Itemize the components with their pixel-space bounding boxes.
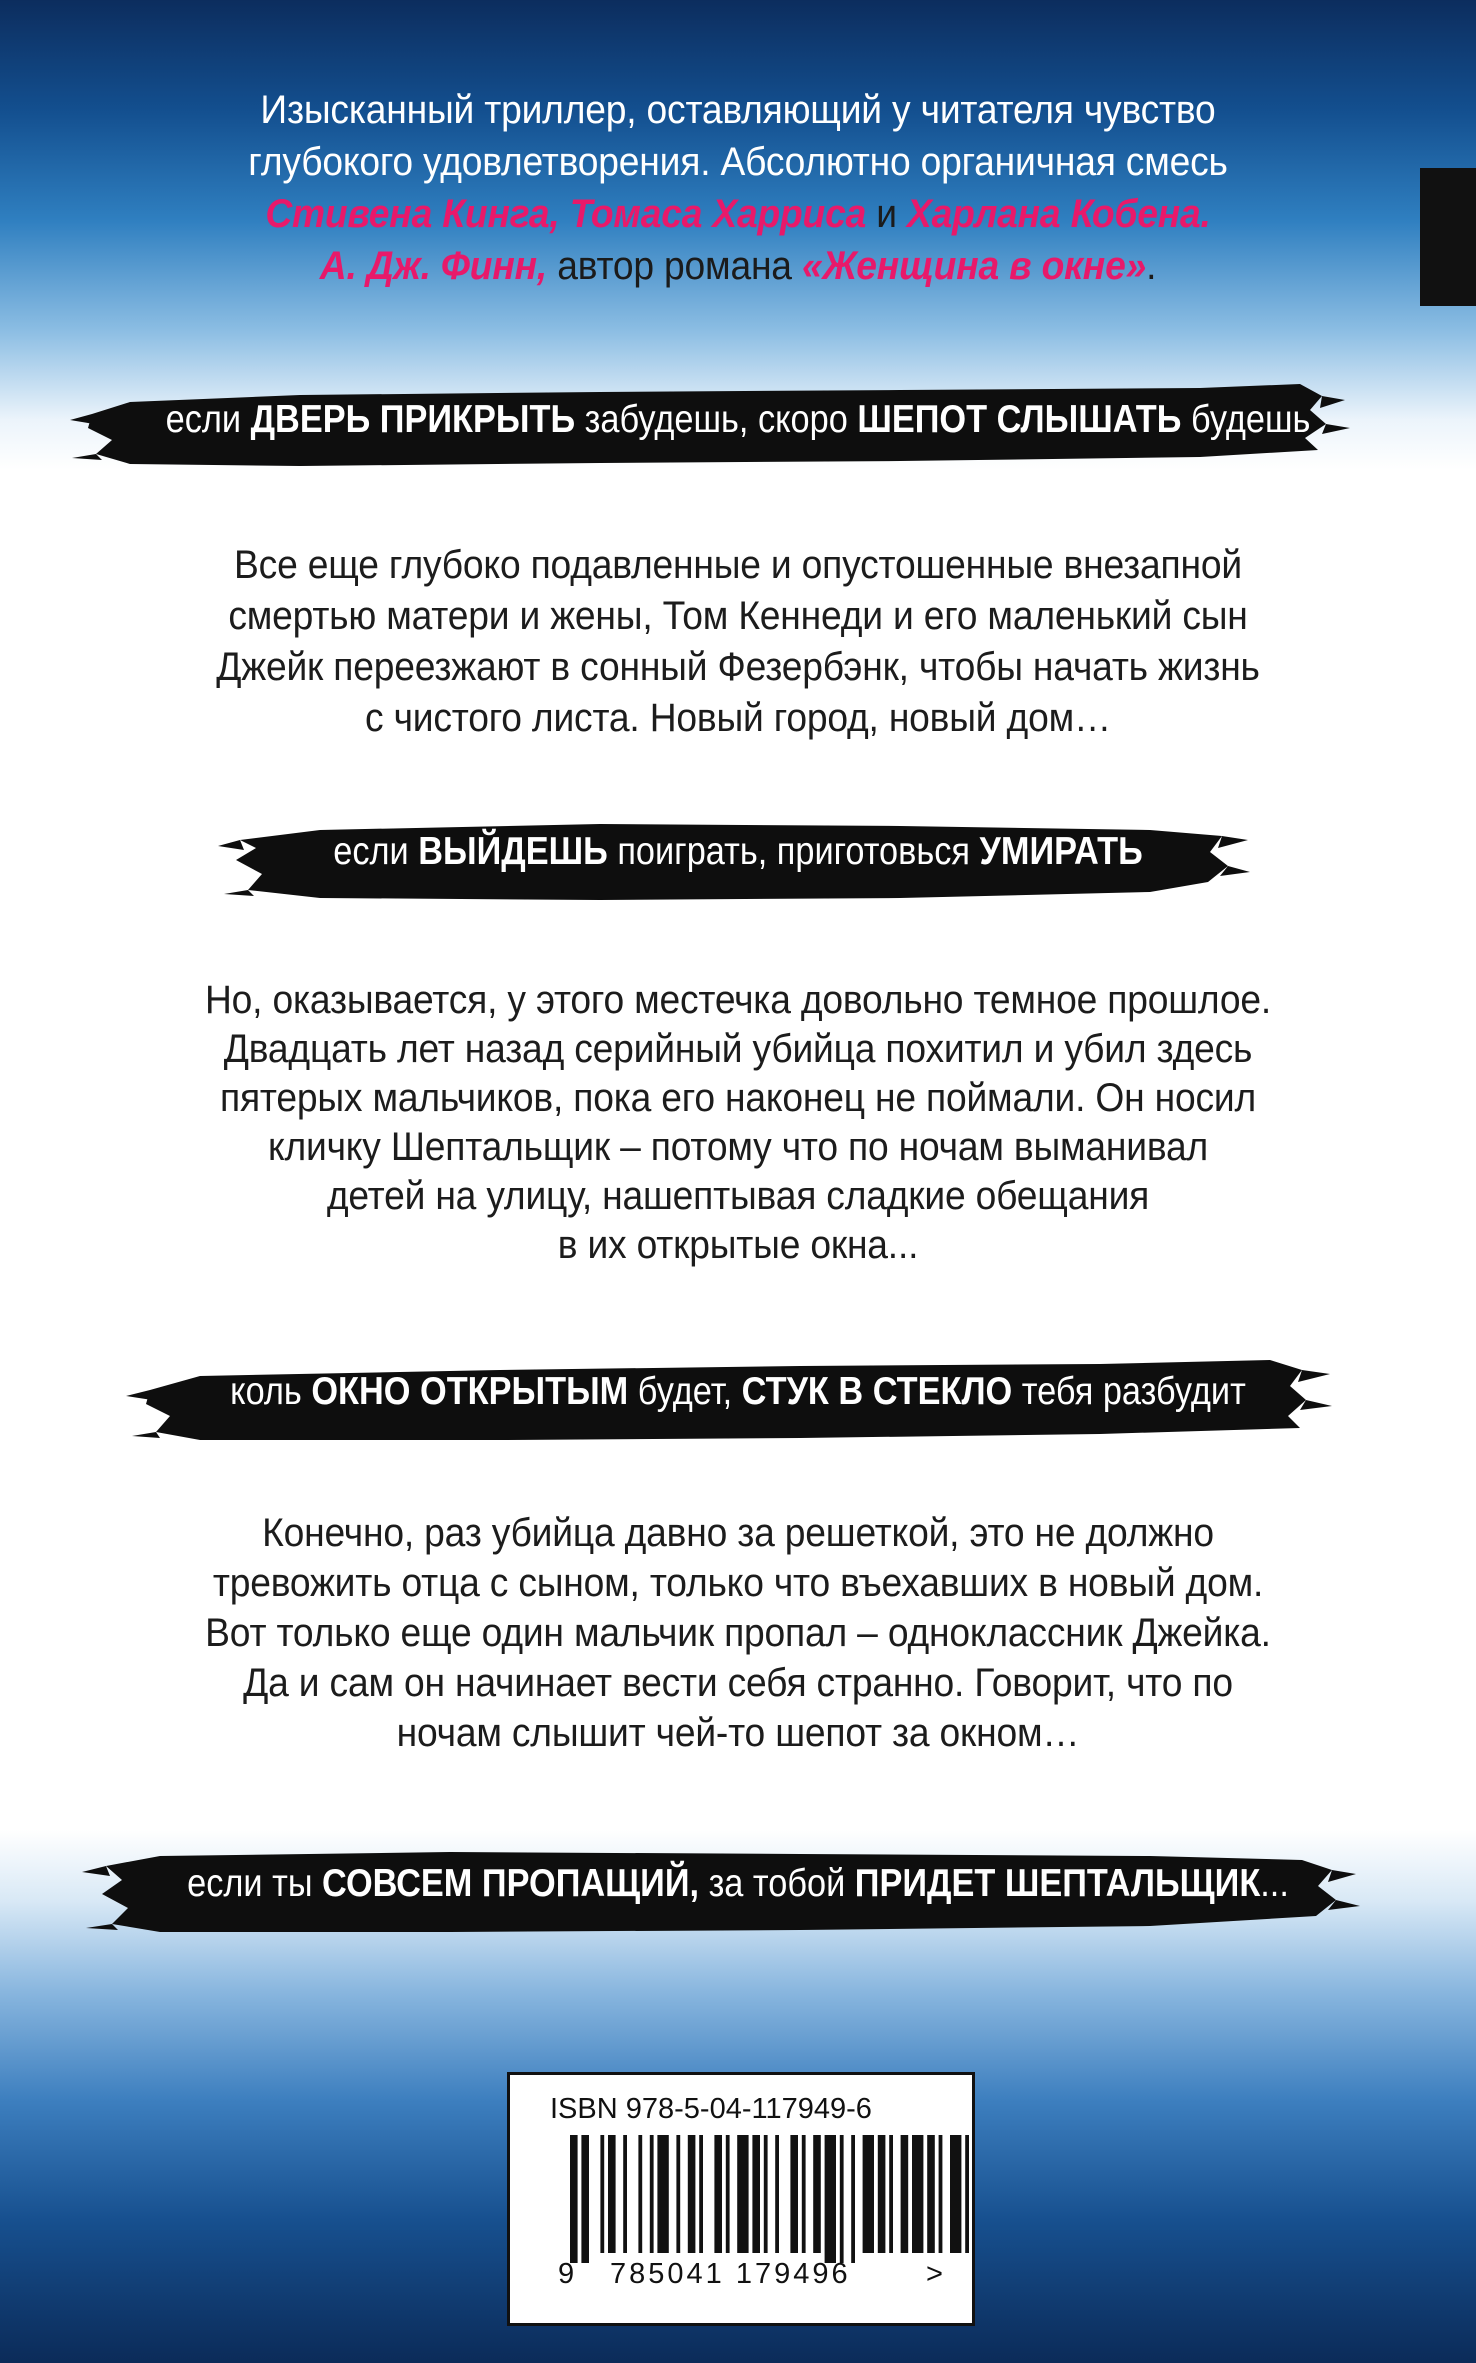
slogan-text-3: [89, 1370, 1388, 1414]
synopsis-paragraph-1: [52, 540, 1425, 744]
slogan-2-part-1: если: [333, 830, 419, 873]
slogan-banner-3: [0, 1336, 1476, 1456]
slogan-4-bold-1: СОВСЕМ ПРОПАЩИЙ,: [322, 1862, 700, 1905]
blurb-attribution-title: «Женщина в окне»: [801, 244, 1147, 288]
barcode-quiet-zone-mark: >: [926, 2258, 943, 2290]
barcode-bar: [714, 2135, 722, 2253]
slogan-4-part-3: ...: [1260, 1862, 1289, 1905]
slogan-banner-2: [0, 800, 1476, 920]
barcode-bar: [600, 2135, 604, 2253]
slogan-3-part-3: тебя разбудит: [1012, 1370, 1246, 1413]
barcode-bar: [737, 2135, 748, 2253]
barcode-bar: [657, 2135, 668, 2253]
slogan-3-bold-1: ОКНО ОТКРЫТЫМ: [311, 1370, 629, 1413]
barcode-bar: [752, 2135, 760, 2253]
isbn-barcode-box: [507, 2072, 975, 2326]
blurb-attribution-name: А. Дж. Финн,: [319, 244, 548, 288]
paragraph-1-line: Все еще глубоко подавленные и опустошенные внезапной: [234, 543, 1242, 587]
synopsis-paragraph-3: [52, 1508, 1425, 1758]
blurb-attribution-end: .: [1146, 244, 1157, 288]
blurb-line-2: глубокого удовлетворения. Абсолютно органичная смесь: [248, 140, 1228, 184]
paragraph-2-line: пятерых мальчиков, пока его наконец не поймали. Он носил: [219, 1076, 1257, 1120]
paragraph-3-line: Конечно, раз убийца давно за решеткой, это не должно: [262, 1511, 1214, 1555]
blurb-and: и: [866, 192, 908, 236]
paragraph-1-line: смертью матери и жены, Том Кеннеди и его маленький сын: [228, 594, 1248, 638]
slogan-3-part-2: будет,: [628, 1370, 742, 1413]
edge-tab: [1420, 168, 1476, 306]
paragraph-2-line: Но, оказывается, у этого местечка довольно темное прошлое.: [204, 978, 1272, 1022]
slogan-1-bold-1: ДВЕРЬ ПРИКРЫТЬ: [250, 398, 576, 441]
barcode-bar: [688, 2135, 696, 2253]
barcode-bar: [608, 2135, 616, 2253]
barcode-bar: [863, 2135, 874, 2253]
slogan-text-4: [89, 1862, 1388, 1906]
blurb-authors-b: Харлана Кобена.: [907, 192, 1211, 236]
isbn-label: ISBN 978-5-04-117949-6: [550, 2093, 872, 2125]
barcode-bar: [638, 2135, 642, 2253]
barcode-bar: [950, 2135, 961, 2253]
synopsis-paragraph-2: [52, 976, 1425, 1270]
barcode-bar: [939, 2135, 943, 2253]
slogan-text-1: [89, 398, 1388, 442]
barcode-bar: [623, 2135, 627, 2253]
barcode-bar: [699, 2135, 703, 2253]
barcode-bar: [889, 2135, 893, 2253]
barcode-bar: [965, 2135, 969, 2253]
barcode-bar: [726, 2135, 730, 2253]
blurb-authors-a: Стивена Кинга, Томаса Харриса: [265, 192, 867, 236]
barcode-bar: [851, 2135, 855, 2263]
barcode-bar: [790, 2135, 798, 2253]
paragraph-3-line: ночам слышит чей-то шепот за окном…: [396, 1711, 1080, 1755]
paragraph-1-line: с чистого листа. Новый город, новый дом…: [365, 696, 1111, 740]
slogan-3-part-1: коль: [230, 1370, 312, 1413]
barcode-bar: [813, 2135, 821, 2253]
paragraph-3-line: Вот только еще один мальчик пропал – одноклассник Джейка.: [205, 1611, 1271, 1655]
paragraph-2-line: в их открытые окна...: [557, 1223, 919, 1267]
slogan-4-bold-2: ПРИДЕТ ШЕПТАЛЬЩИК: [854, 1862, 1261, 1905]
slogan-1-part-2: забудешь, скоро: [575, 398, 858, 441]
barcode-bar: [840, 2135, 844, 2263]
slogan-banner-1: [0, 362, 1476, 482]
paragraph-2-line: детей на улицу, нашептывая сладкие обещания: [326, 1174, 1150, 1218]
slogan-1-bold-2: ШЕПОТ СЛЫШАТЬ: [857, 398, 1182, 441]
barcode-bar: [825, 2135, 836, 2263]
blurb-line-1: Изысканный триллер, оставляющий у читателя чувство: [260, 88, 1216, 132]
slogan-4-part-2: за тобой: [699, 1862, 855, 1905]
paragraph-3-line: Да и сам он начинает вести себя странно. Говорит, что по: [243, 1661, 1233, 1705]
review-blurb: [52, 84, 1425, 292]
paragraph-2-line: кличку Шептальщик – потому что по ночам выманивал: [267, 1125, 1209, 1169]
slogan-4-part-1: если ты: [187, 1862, 323, 1905]
blurb-line-4: [52, 240, 1425, 292]
paragraph-1-line: Джейк переезжают в сонный Фезербэнк, чтобы начать жизнь: [216, 645, 1260, 689]
barcode-bar: [775, 2135, 779, 2253]
barcode-bar: [650, 2135, 654, 2253]
barcode-digit-first: 9: [558, 2258, 575, 2290]
paragraph-3-line: тревожить отца с сыном, только что въехавших в новый дом.: [212, 1561, 1264, 1605]
barcode-bar: [927, 2135, 935, 2253]
barcode-bar: [912, 2135, 923, 2253]
slogan-2-bold-2: УМИРАТЬ: [979, 830, 1143, 873]
barcode-bar: [581, 2135, 589, 2263]
slogan-text-2: [89, 830, 1388, 874]
slogan-1-part-1: если: [165, 398, 251, 441]
slogan-2-part-2: поиграть, приготовься: [607, 830, 980, 873]
barcode-bar: [570, 2135, 578, 2263]
barcode-bar: [764, 2135, 768, 2253]
slogan-2-bold-1: ВЫЙДЕШЬ: [418, 830, 608, 873]
barcode-digits: 785041 179496: [610, 2258, 851, 2290]
barcode-bar: [901, 2135, 909, 2253]
barcode-bar: [802, 2135, 806, 2253]
barcode-bar: [878, 2135, 886, 2253]
barcode-bar: [676, 2135, 680, 2253]
slogan-banner-4: [0, 1830, 1476, 1950]
blurb-line-3: [52, 188, 1425, 240]
blurb-attribution-mid: автор романа: [547, 244, 802, 288]
slogan-3-bold-2: СТУК В СТЕКЛО: [741, 1370, 1013, 1413]
slogan-1-part-3: будешь: [1181, 398, 1311, 441]
paragraph-2-line: Двадцать лет назад серийный убийца похитил и убил здесь: [223, 1027, 1253, 1071]
